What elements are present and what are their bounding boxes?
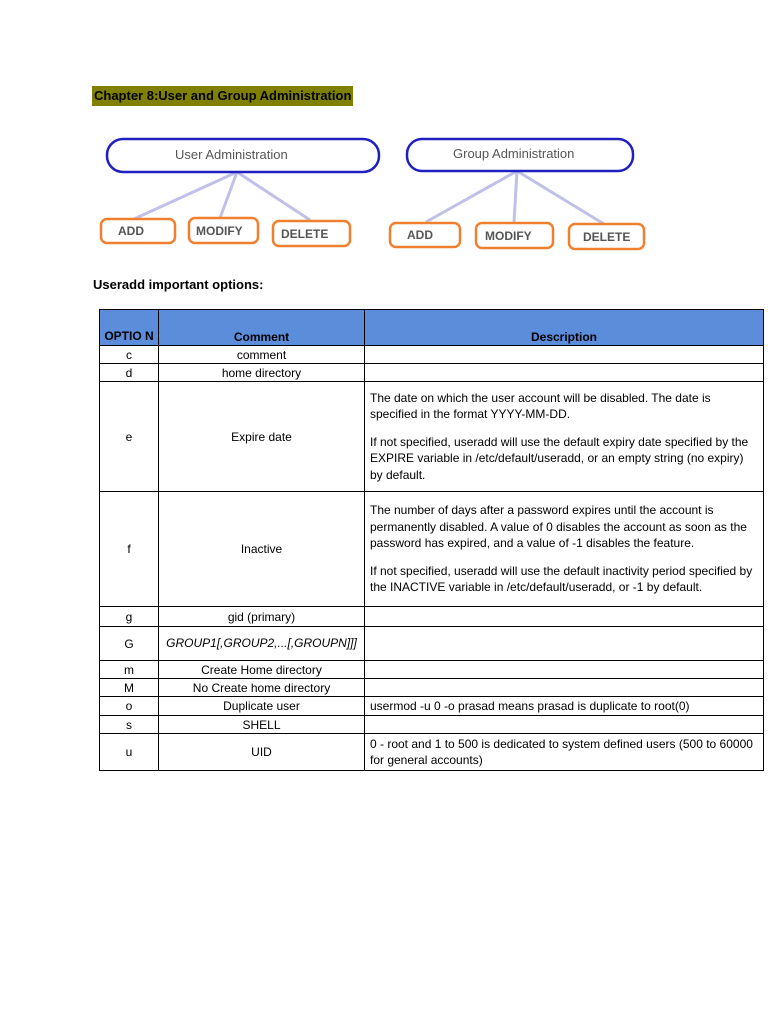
comment-cell: SHELL xyxy=(159,716,365,734)
user-add-label: ADD xyxy=(118,224,144,238)
table-row xyxy=(100,627,764,661)
option-cell: f xyxy=(100,492,159,607)
user-administration-node xyxy=(107,139,379,172)
user-delete-label: DELETE xyxy=(281,227,329,241)
comment-cell: home directory xyxy=(159,364,365,382)
option-cell: g xyxy=(100,607,159,627)
description-cell xyxy=(365,382,764,492)
description-cell xyxy=(365,607,764,627)
user-add-node xyxy=(101,219,175,243)
table-row xyxy=(100,716,764,734)
table-row xyxy=(100,382,764,492)
user-administration-label: User Administration xyxy=(175,147,288,162)
option-cell: e xyxy=(100,382,159,492)
group-delete-label: DELETE xyxy=(583,230,631,244)
description-paragraph: The date on which the user account will be disabled. The date is specified in the format YYYY-MM-DD. xyxy=(370,390,711,422)
description-cell xyxy=(365,364,764,382)
option-cell: s xyxy=(100,716,159,734)
description-cell xyxy=(365,716,764,734)
group-add-node xyxy=(390,223,460,247)
user-modify-label: MODIFY xyxy=(196,224,243,238)
comment-cell: Duplicate user xyxy=(159,697,365,716)
group-add-label: ADD xyxy=(407,228,433,242)
group-administration-node xyxy=(407,139,633,171)
group-delete-node xyxy=(569,224,644,249)
description-cell xyxy=(365,627,764,661)
table-row xyxy=(100,697,764,716)
option-cell: G xyxy=(100,627,159,661)
option-cell: m xyxy=(100,661,159,679)
table-row xyxy=(100,661,764,679)
description-paragraph: If not specified, useradd will use the default expiry date specified by the EXPIRE variable in /etc/default/useradd, or an empty string (no expiry) by default. xyxy=(370,434,749,482)
useradd-options-table xyxy=(99,309,764,771)
user-delete-node xyxy=(273,221,350,246)
group-modify-label: MODIFY xyxy=(485,229,532,243)
table-row xyxy=(100,346,764,364)
group-admin-connectors xyxy=(426,171,604,224)
user-admin-connectors xyxy=(134,172,310,220)
user-modify-node xyxy=(189,218,258,243)
table-header-row xyxy=(100,310,764,346)
description-paragraph: 0 - root and 1 to 500 is dedicated to system defined users (500 to 60000 for general accounts) xyxy=(370,736,753,767)
comment-cell: UID xyxy=(159,734,365,771)
comment-cell: GROUP1[,GROUP2,...[,GROUPN]]] xyxy=(159,627,365,661)
description-paragraph: usermod -u 0 -o prasad means prasad is duplicate to root(0) xyxy=(370,698,690,713)
option-cell: u xyxy=(100,734,159,771)
table-row xyxy=(100,364,764,382)
description-cell xyxy=(365,661,764,679)
description-cell xyxy=(365,697,764,716)
table-row xyxy=(100,607,764,627)
option-cell: M xyxy=(100,679,159,697)
option-column-header: OPTIO N xyxy=(100,310,159,346)
comment-cell: No Create home directory xyxy=(159,679,365,697)
table-row xyxy=(100,492,764,607)
comment-column-header: Comment xyxy=(159,310,365,346)
comment-cell: gid (primary) xyxy=(159,607,365,627)
comment-cell: Create Home directory xyxy=(159,661,365,679)
useradd-options-heading: Useradd important options: xyxy=(93,277,264,292)
option-cell: d xyxy=(100,364,159,382)
comment-cell: Inactive xyxy=(159,492,365,607)
comment-cell: comment xyxy=(159,346,365,364)
option-cell: c xyxy=(100,346,159,364)
group-modify-node xyxy=(476,223,553,248)
comment-cell: Expire date xyxy=(159,382,365,492)
table-row xyxy=(100,734,764,771)
table-row xyxy=(100,679,764,697)
chapter-title: Chapter 8:User and Group Administration xyxy=(92,86,353,106)
description-cell xyxy=(365,734,764,771)
group-administration-label: Group Administration xyxy=(453,146,575,161)
description-cell xyxy=(365,492,764,607)
description-column-header: Description xyxy=(365,310,764,346)
description-paragraph: The number of days after a password expires until the account is permanently disabled. A value of 0 disables the account as soon as the password has expired, and a value of -1 disables the feature. xyxy=(370,503,747,551)
administration-diagram xyxy=(0,0,768,280)
description-paragraph: If not specified, useradd will use the default inactivity period specified by the INACTIVE variable in /etc/default/useradd, or -1 by default. xyxy=(370,563,753,595)
description-cell xyxy=(365,679,764,697)
option-cell: o xyxy=(100,697,159,716)
description-cell xyxy=(365,346,764,364)
